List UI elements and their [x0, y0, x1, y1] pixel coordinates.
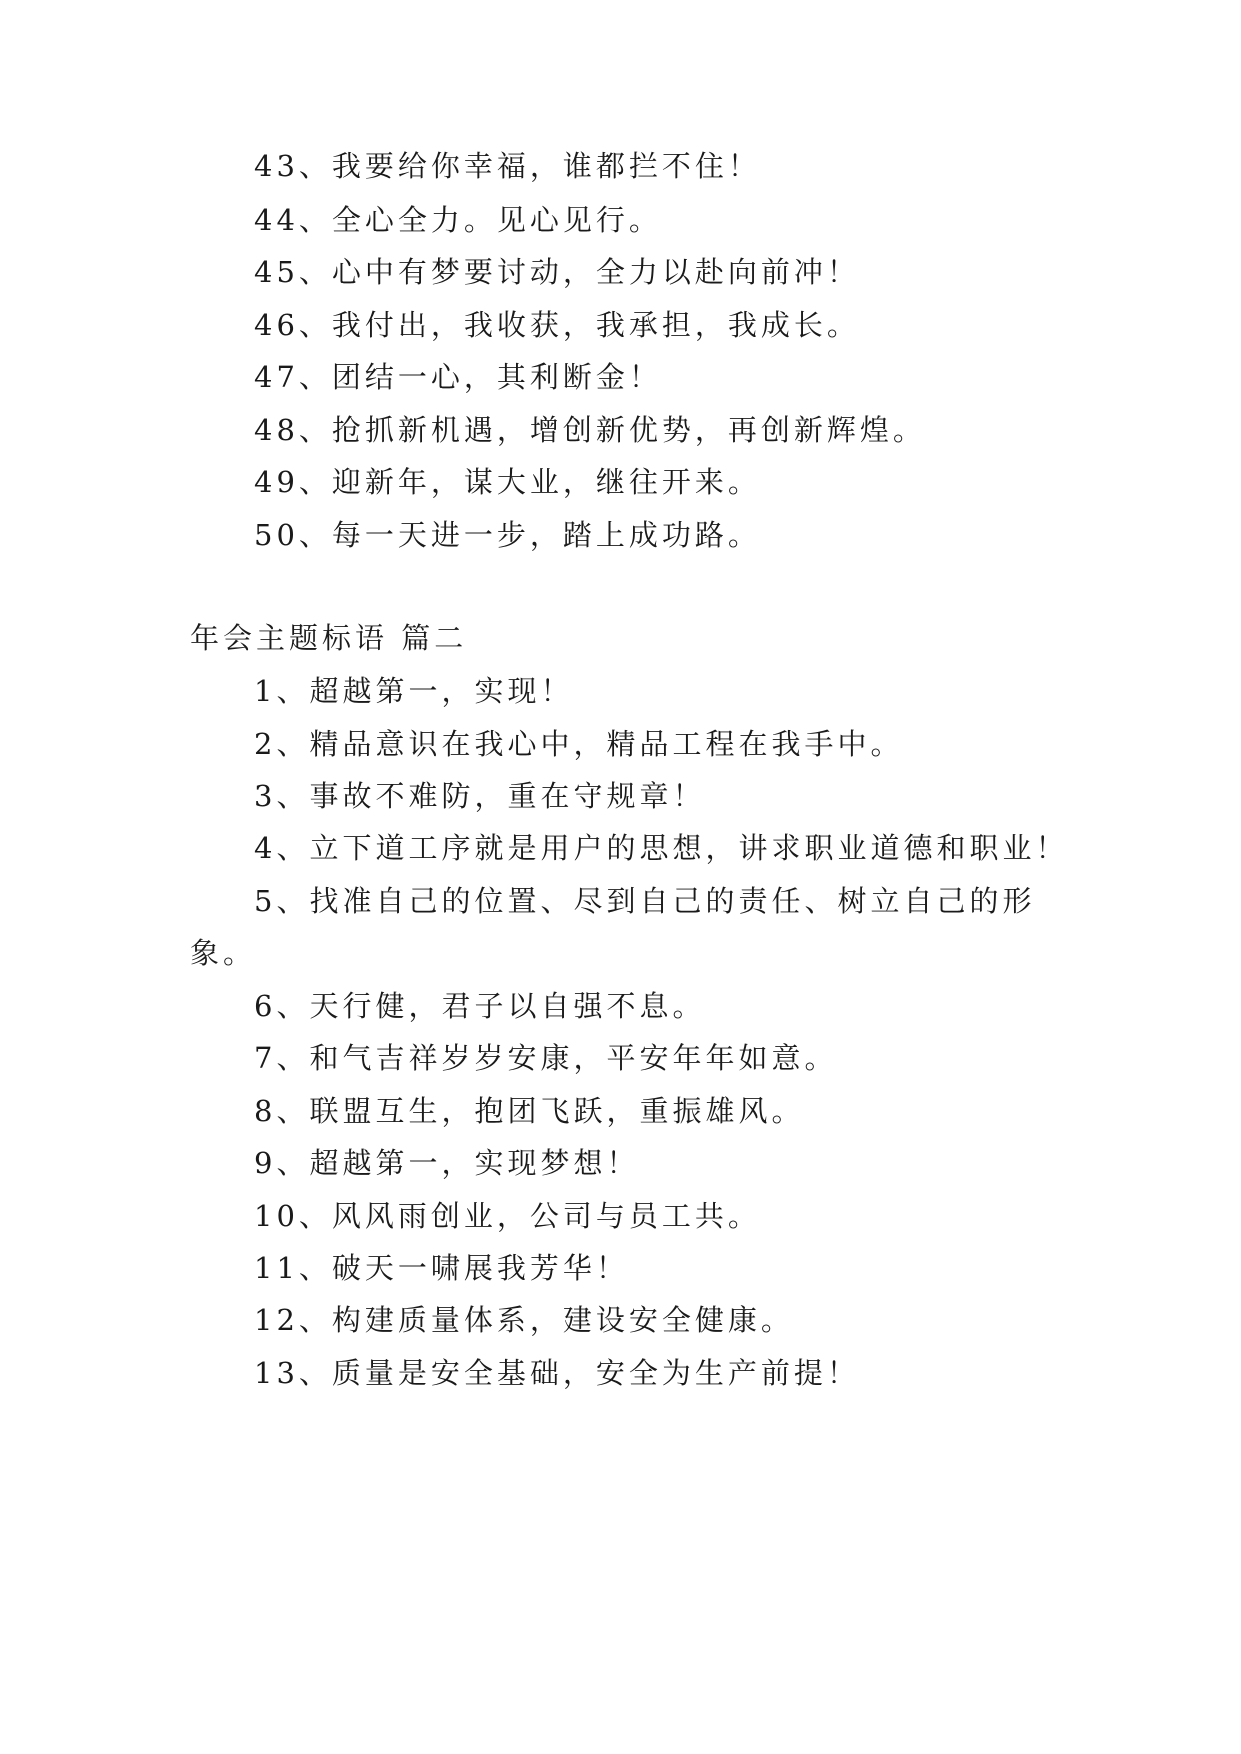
list-item: 48、抢抓新机遇，增创新优势，再创新辉煌。: [254, 413, 926, 447]
list-item: 3、事故不难防，重在守规章！: [254, 779, 706, 813]
list-item: 9、超越第一，实现梦想！: [254, 1146, 640, 1180]
list-item: 44、全心全力。见心见行。: [254, 203, 662, 237]
list-item: 7、和气吉祥岁岁安康，平安年年如意。: [254, 1041, 838, 1075]
list-item: 1、超越第一，实现！: [254, 674, 574, 708]
list-item: 12、构建质量体系，建设安全健康。: [254, 1303, 794, 1337]
list-item-continuation: 象。: [190, 936, 257, 970]
list-item: 13、质量是安全基础，安全为生产前提！: [254, 1356, 860, 1390]
list-item: 46、我付出，我收获，我承担，我成长。: [254, 308, 860, 342]
list-item: 50、每一天进一步，踏上成功路。: [254, 518, 761, 552]
list-item: 49、迎新年，谋大业，继往开来。: [254, 465, 761, 499]
list-item: 43、我要给你幸福，谁都拦不住！: [254, 149, 761, 183]
list-item: 8、联盟互生，抱团飞跃，重振雄风。: [254, 1094, 805, 1128]
list-item: 47、团结一心，其利断金！: [254, 360, 662, 394]
list-item: 45、心中有梦要讨动，全力以赴向前冲！: [254, 255, 860, 289]
section-heading: 年会主题标语 篇二: [190, 621, 468, 655]
list-item: 5、找准自己的位置、尽到自己的责任、树立自己的形: [254, 884, 1036, 918]
list-item: 11、破天一啸展我芳华！: [254, 1251, 629, 1285]
list-item: 2、精品意识在我心中，精品工程在我手中。: [254, 727, 904, 761]
list-item: 10、风风雨创业，公司与员工共。: [254, 1199, 761, 1233]
list-item: 4、立下道工序就是用户的思想，讲求职业道德和职业！: [254, 831, 1069, 865]
list-item: 6、天行健，君子以自强不息。: [254, 989, 706, 1023]
